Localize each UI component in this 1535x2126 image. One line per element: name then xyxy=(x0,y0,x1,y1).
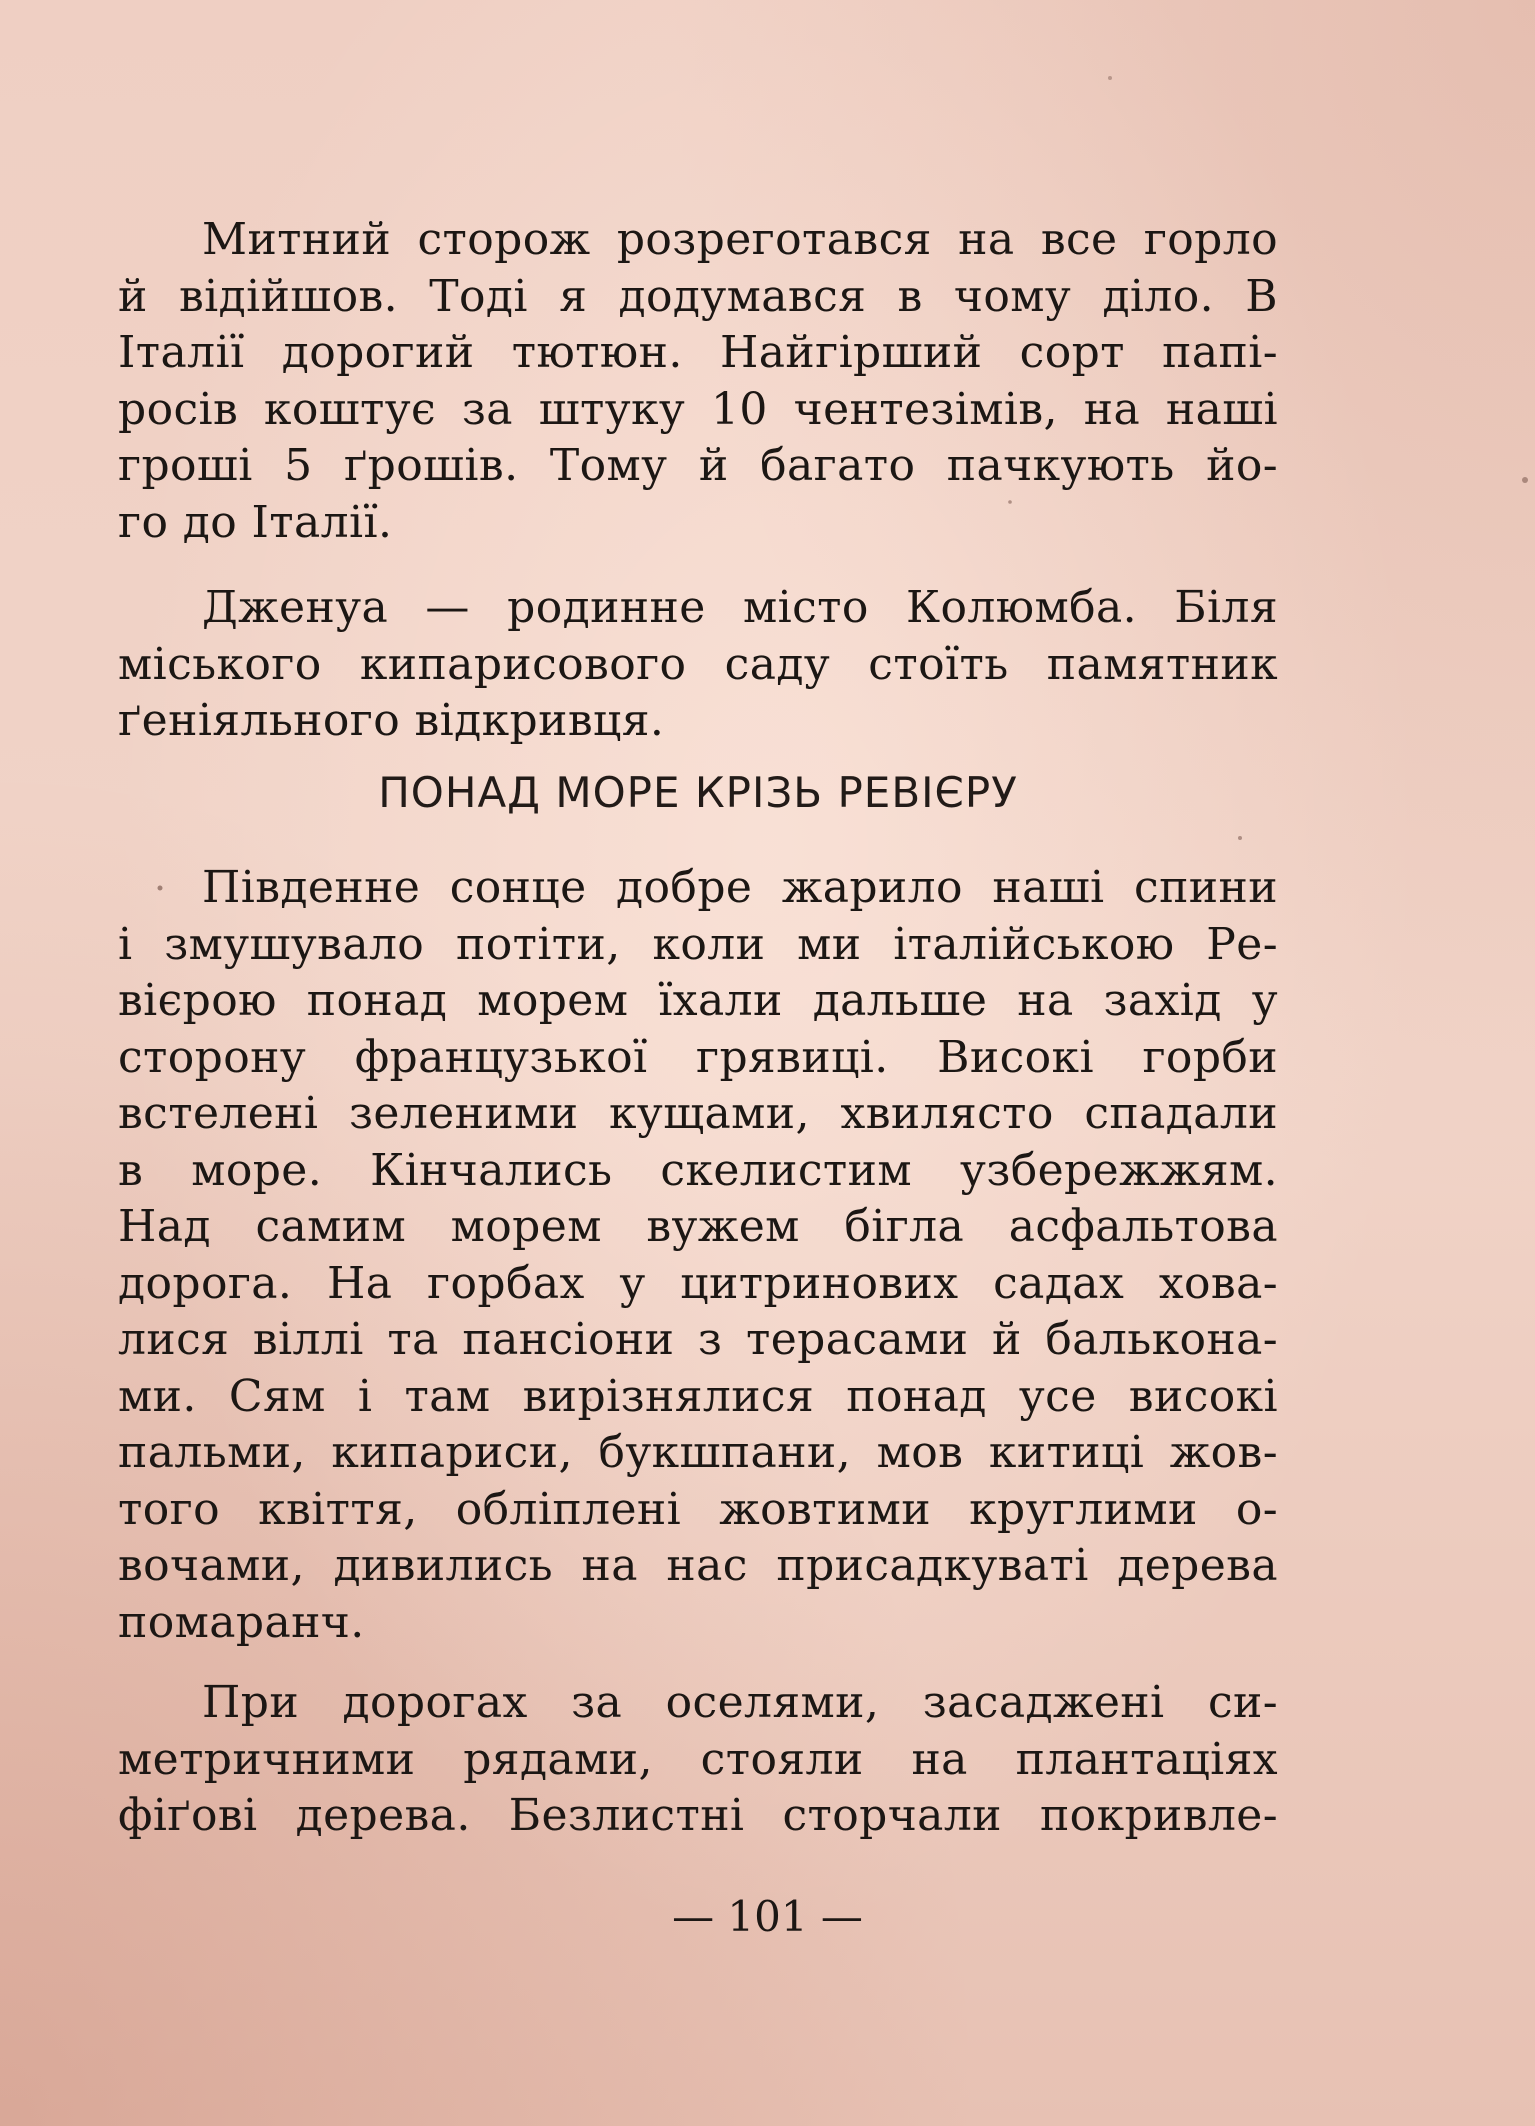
text-line: При дорогах за оселями, засаджені си- xyxy=(202,1677,1278,1728)
section-heading: ПОНАД МОРЕ КРІЗЬ РЕВІЄРУ xyxy=(378,768,1018,817)
paragraph-genoa xyxy=(118,580,1278,750)
text-line: го до Італії. xyxy=(118,496,393,548)
text-line: гроші 5 ґрошів. Тому й багато пачкують йо- xyxy=(118,440,1278,491)
text-line: в море. Кінчались скелистим узбережжям. xyxy=(118,1144,1278,1196)
text-line: лися віллі та пансіони з терасами й балькона- xyxy=(118,1314,1278,1365)
text-line: фіґові дерева. Безлистні сторчали покривле- xyxy=(118,1790,1278,1841)
page-number: — 101 — xyxy=(672,1892,863,1941)
text-line: встелені зеленими кущами, хвилясто спадали xyxy=(118,1088,1278,1139)
paragraph-riviera xyxy=(118,860,1278,1651)
text-line: ґеніяльного відкривця. xyxy=(118,695,665,746)
text-line: пальми, кипариси, букшпани, мов китиці жов- xyxy=(118,1427,1278,1478)
text-line: вочами, дивились на нас присадкуваті дерева xyxy=(118,1540,1278,1591)
text-line: Італії дорогий тютюн. Найгірший сорт папі- xyxy=(118,327,1278,378)
text-line: того квіття, обліплені жовтими круглими о- xyxy=(118,1483,1278,1535)
text-line: Південне сонце добре жарило наші спини xyxy=(202,862,1278,913)
text-line: помаранч. xyxy=(118,1596,365,1648)
text-line: вієрою понад морем їхали дальше на захід у xyxy=(118,975,1278,1026)
text-line: метричними рядами, стояли на плантаціях xyxy=(118,1733,1278,1785)
text-line: дорога. На горбах у цитринових садах хова- xyxy=(118,1257,1278,1309)
text-line: й відійшов. Тоді я додумався в чому діло. В xyxy=(118,270,1278,322)
text-line: ми. Сям і там вирізнялися понад усе високі xyxy=(118,1370,1278,1422)
paragraph-customs-guard xyxy=(118,212,1278,551)
text-line: Над самим морем вужем бігла асфальтова xyxy=(118,1201,1278,1252)
text-line: міського кипарисового саду стоїть памятник xyxy=(118,638,1278,690)
text-line: Дженуа — родинне місто Колюмба. Біля xyxy=(202,582,1278,633)
text-line: і змушувало потіти, коли ми італійською Ре- xyxy=(118,918,1278,970)
paragraph-fig-trees xyxy=(118,1675,1278,1845)
text-line: Митний сторож розреготався на все горло xyxy=(202,214,1278,265)
text-line: сторону французької грявиці. Високі горби xyxy=(118,1031,1278,1083)
text-line: росів коштує за штуку 10 чентезімів, на наші xyxy=(118,383,1278,435)
